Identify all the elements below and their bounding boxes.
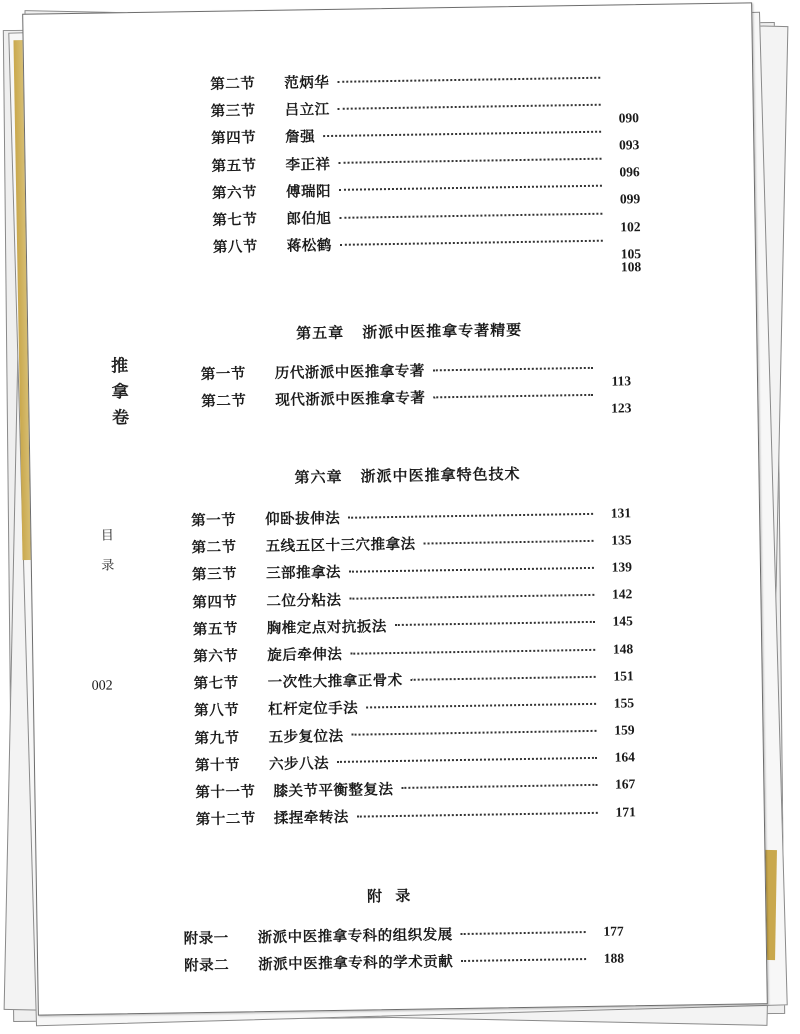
section-number: 第九节 bbox=[194, 729, 240, 747]
leader-dots bbox=[401, 784, 597, 789]
leader-dots bbox=[411, 676, 596, 681]
toc-chapter6 bbox=[191, 499, 636, 832]
page-ref: 139 bbox=[611, 559, 633, 575]
section-number: 第二节 bbox=[201, 392, 247, 411]
section-number: 第一节 bbox=[191, 511, 237, 530]
section-title: 吕立江 bbox=[284, 101, 330, 119]
section-number: 第八节 bbox=[212, 238, 258, 257]
section-title: 三部推拿法 bbox=[265, 564, 342, 583]
section-number: 第七节 bbox=[212, 211, 258, 229]
leader-dots bbox=[433, 366, 593, 371]
page-ref: 102 bbox=[620, 218, 641, 234]
section-number: 第三节 bbox=[210, 102, 256, 121]
chapter-title: 浙派中医推拿专著精要 bbox=[362, 320, 523, 342]
chapter-title: 浙派中医推拿特色技术 bbox=[360, 465, 521, 486]
section-title: 浙派中医推拿专科的组织发展 bbox=[257, 926, 453, 947]
section-number: 第二节 bbox=[210, 75, 256, 93]
page-ref: 131 bbox=[610, 504, 632, 521]
volume-char: 推 bbox=[111, 356, 129, 377]
page-ref: 090 bbox=[618, 109, 639, 126]
page-ref: 105 bbox=[620, 245, 642, 262]
leader-dots bbox=[366, 703, 596, 709]
section-title: 傅瑞阳 bbox=[285, 182, 332, 201]
leader-dots bbox=[340, 239, 603, 245]
page-ref: 151 bbox=[613, 667, 634, 684]
document-page bbox=[22, 2, 768, 1015]
leader-dots bbox=[357, 812, 598, 818]
toc-appendix bbox=[183, 917, 624, 978]
section-title: 詹强 bbox=[285, 128, 316, 147]
page-ref: 096 bbox=[619, 164, 640, 180]
section-number: 第六节 bbox=[193, 647, 239, 666]
section-number: 第三节 bbox=[191, 565, 238, 584]
section-number: 第七节 bbox=[193, 674, 239, 693]
leader-dots bbox=[395, 621, 595, 626]
page-ref: 108 bbox=[620, 259, 642, 275]
section-number bbox=[213, 273, 271, 274]
section-title: 现代浙派中医推拿专著 bbox=[275, 389, 426, 410]
section-title: 范炳华 bbox=[284, 74, 330, 92]
leader-dots bbox=[461, 958, 586, 962]
section-title: 二位分粘法 bbox=[266, 591, 342, 610]
leader-dots bbox=[348, 512, 593, 518]
contents-char: 目 bbox=[100, 528, 115, 544]
toc-chapter5 bbox=[201, 353, 632, 414]
chapter-number: 第五章 bbox=[296, 323, 345, 343]
leader-dots bbox=[433, 394, 593, 399]
page-ref: 171 bbox=[615, 803, 636, 820]
section-number: 第六节 bbox=[211, 183, 258, 202]
section-title: 杠杆定位手法 bbox=[268, 700, 359, 719]
chapter-number: 第六章 bbox=[294, 467, 343, 487]
section-number: 第四节 bbox=[211, 129, 257, 148]
leader-dots bbox=[337, 76, 600, 82]
section-title: 五线五区十三穴推拿法 bbox=[265, 535, 416, 556]
leader-dots bbox=[349, 567, 594, 573]
page-ref: 093 bbox=[618, 137, 640, 153]
section-number: 第十一节 bbox=[195, 783, 256, 802]
leader-dots bbox=[339, 158, 602, 164]
section-number: 第一节 bbox=[200, 365, 246, 384]
leader-dots bbox=[350, 648, 595, 654]
page-ref: 164 bbox=[614, 749, 636, 765]
section-title: 仰卧拔伸法 bbox=[265, 509, 341, 529]
section-title: 李正祥 bbox=[285, 155, 331, 174]
chapter-heading bbox=[294, 463, 520, 488]
page-ref: 148 bbox=[612, 640, 634, 657]
section-title: 历代浙派中医推拿专著 bbox=[274, 362, 425, 382]
section-number: 附录一 bbox=[183, 929, 229, 948]
section-title: 胸椎定点对抗扳法 bbox=[266, 617, 387, 637]
page-ref: 099 bbox=[619, 191, 641, 207]
toc-entry[interactable] bbox=[213, 253, 641, 287]
chapter-heading bbox=[296, 319, 522, 344]
leader-dots bbox=[349, 594, 594, 600]
leader-dots bbox=[339, 212, 602, 218]
page-ref: 135 bbox=[611, 532, 632, 548]
section-title: 膝关节平衡整复法 bbox=[273, 781, 394, 800]
leader-dots bbox=[295, 267, 603, 274]
toc-entry[interactable] bbox=[184, 945, 624, 979]
section-number: 第四节 bbox=[192, 593, 238, 611]
page-number: 002 bbox=[91, 678, 113, 694]
section-number: 第二节 bbox=[191, 538, 237, 557]
section-title: 浙派中医推拿专科的学术贡献 bbox=[258, 953, 454, 974]
section-number: 第五节 bbox=[192, 620, 238, 639]
contents-label bbox=[97, 521, 118, 581]
leader-dots bbox=[339, 185, 602, 191]
volume-label bbox=[109, 353, 132, 431]
toc-chapter4 bbox=[210, 63, 641, 287]
section-number: 第十节 bbox=[194, 756, 241, 774]
section-title: 一次性大推拿正骨术 bbox=[267, 672, 403, 692]
leader-dots bbox=[338, 104, 601, 110]
page-ref: 113 bbox=[611, 372, 632, 389]
section-title: 旋后牵伸法 bbox=[267, 645, 343, 665]
page-ref: 188 bbox=[603, 950, 625, 966]
toc-entry[interactable] bbox=[196, 798, 636, 832]
leader-dots bbox=[352, 730, 597, 736]
page-ref: 167 bbox=[614, 776, 636, 793]
page-ref: 159 bbox=[614, 722, 635, 738]
page-ref: 145 bbox=[612, 613, 633, 629]
volume-char: 卷 bbox=[111, 408, 130, 429]
section-title: 蒋松鹤 bbox=[286, 237, 332, 255]
section-number: 附录二 bbox=[184, 956, 230, 975]
leader-dots bbox=[424, 540, 594, 545]
page-ref: 177 bbox=[603, 923, 624, 939]
toc-entry[interactable] bbox=[201, 380, 631, 414]
section-number: 第十二节 bbox=[195, 810, 256, 829]
section-title: 郎伯旭 bbox=[286, 209, 332, 228]
leader-dots bbox=[323, 131, 601, 137]
volume-char: 拿 bbox=[111, 382, 129, 403]
contents-char: 录 bbox=[101, 558, 115, 574]
section-number: 第五节 bbox=[211, 156, 257, 175]
appendix-heading: 附 录 bbox=[366, 886, 415, 906]
section-number: 第八节 bbox=[194, 701, 240, 720]
page-ref: 155 bbox=[613, 695, 635, 711]
section-title: 六步八法 bbox=[268, 754, 330, 773]
leader-dots bbox=[337, 757, 597, 763]
section-title: 五步复位法 bbox=[268, 727, 344, 746]
page-ref: 142 bbox=[611, 586, 633, 602]
page-ref: 123 bbox=[611, 400, 632, 416]
leader-dots bbox=[461, 931, 586, 935]
section-title: 揉捏牵转法 bbox=[273, 808, 349, 828]
